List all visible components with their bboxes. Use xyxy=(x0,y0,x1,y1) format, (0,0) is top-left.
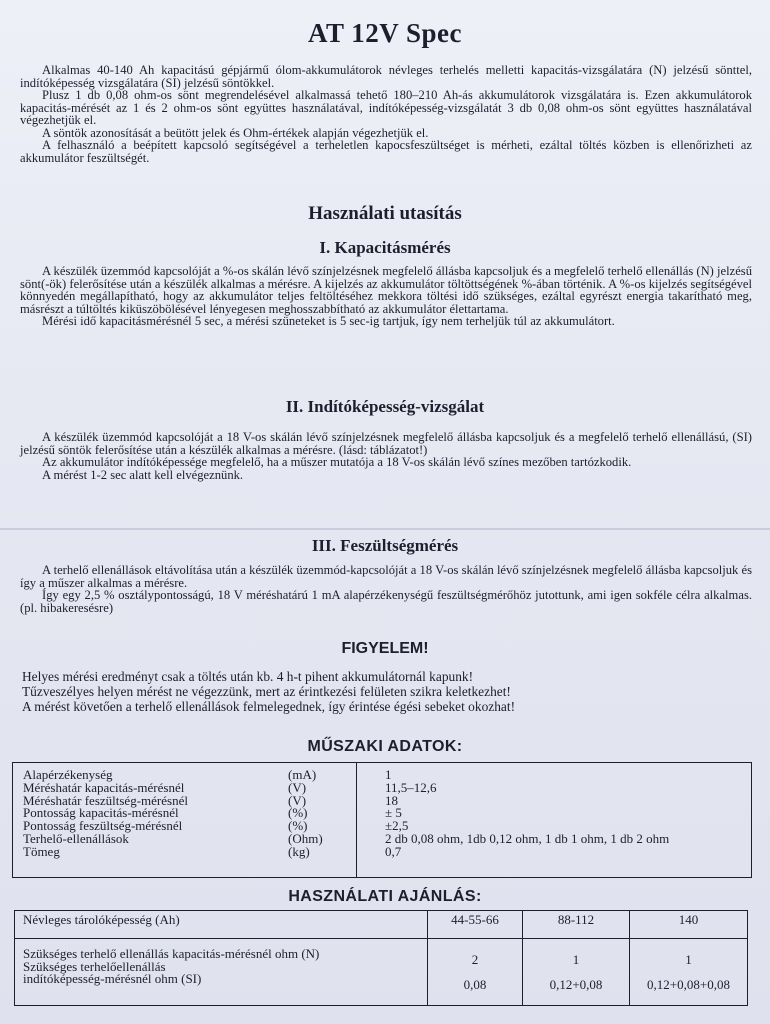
spec-unit: (V) xyxy=(288,779,307,795)
intro-paragraph: A felhasználó a beépített kapcsoló segítségével a terheletlen kapocsfeszültséget is mérheti, ezáltal töltés közben is ellenőrizheti az akkumulátor feszültségét. xyxy=(20,138,752,165)
recommend-labels xyxy=(15,939,428,1006)
capacity-value: 44-55-66 xyxy=(428,911,523,939)
row-si-label: Szükséges terhelőellenállás xyxy=(23,958,166,974)
section-paragraph: A készülék üzemmód kapcsolóját a 18 V-os skálán lévő színjelzésnek megfelelő állásba kapcsoljuk és a megfelelő terhelő ellenállású, (SI) jelzésű söntök felerősítése után a készülék alkalmas a mérésre. (lásd: táblázatot!) xyxy=(20,430,752,457)
spec-unit: (V) xyxy=(288,792,307,808)
row-si-value: 0,12+0,08+0,08 xyxy=(647,976,730,992)
warning-title: FIGYELEM! xyxy=(341,640,429,657)
spec-name: Pontosság feszültség-mérésnél xyxy=(23,818,183,834)
warning-line: Tűzveszélyes helyen mérést ne végezzünk, mert az érintkezési felületen szikra keletkezhet! xyxy=(22,684,511,699)
recommend-table xyxy=(14,910,748,1006)
row-si-value: 0,12+0,08 xyxy=(549,976,603,992)
spec-value: 2 db 0,08 ohm, 1db 0,12 ohm, 1 db 1 ohm, 1 db 2 ohm xyxy=(385,830,670,846)
section-body xyxy=(20,564,752,614)
warning-line: Helyes mérési eredményt csak a töltés után kb. 4 h-t pihent akkumulátornál kapunk! xyxy=(22,669,474,684)
intro-paragraph: Alkalmas 40-140 Ah kapacitású gépjármű ólom-akkumulátorok névleges terhelés melletti kapacitás-vizsgálatára (N) jelzésű sönttel, indítóképesség vizsgálatára (SI) jelzésű söntökkel. xyxy=(20,63,752,90)
recommend-col xyxy=(428,939,523,1006)
spec-unit: (Ohm) xyxy=(288,830,323,846)
spec-value: 0,7 xyxy=(385,843,402,859)
spec-value: 1 xyxy=(385,767,392,782)
section-paragraph: Az akkumulátor indítóképessége megfelelő, ha a műszer mutatója a 18 V-os skálán lévő színes mezőben tartózkodik. xyxy=(42,455,632,469)
warning-line: A mérést követően a terhelő ellenállások felmelegednek, így érintése égési sebeket okozhat! xyxy=(22,699,516,714)
spec-value: ±2,5 xyxy=(385,818,409,834)
spec-unit: (mA) xyxy=(288,767,317,782)
spec-name: Pontosság kapacitás-mérésnél xyxy=(23,805,179,821)
specs-values xyxy=(357,763,752,878)
section-heading: III. Feszültségmérés xyxy=(311,536,459,555)
spec-value: ± 5 xyxy=(385,805,402,821)
section-body xyxy=(20,431,752,481)
specs-table xyxy=(12,762,752,878)
document-title: AT 12V Spec xyxy=(307,18,463,48)
spec-name: Méréshatár feszültség-mérésnél xyxy=(23,792,188,808)
intro-text xyxy=(20,64,752,164)
capacity-value: 88-112 xyxy=(523,911,630,939)
row-si-value: 0,08 xyxy=(463,976,487,992)
section-heading: I. Kapacitásmérés xyxy=(319,238,451,257)
usage-title: Használati utasítás xyxy=(308,203,462,224)
capacity-label: Névleges tárolóképesség (Ah) xyxy=(15,911,428,939)
row-n-label: Szükséges terhelő ellenállás kapacitás-mérésnél ohm (N) xyxy=(23,946,320,961)
section-paragraph: A mérést 1-2 sec alatt kell elvégeznünk. xyxy=(42,467,244,482)
spec-name: Tömeg xyxy=(23,843,60,859)
capacity-value: 140 xyxy=(630,911,748,939)
spec-name: Méréshatár kapacitás-mérésnél xyxy=(23,779,185,795)
intro-paragraph: A söntök azonosítását a beütött jelek és Ohm-értékek alapján végezhetjük el. xyxy=(42,125,429,140)
section-paragraph: Így egy 2,5 % osztálypontosságú, 18 V méréshatárú 1 mA alapérzékenységű feszültségmérőhöz jutottunk, ami igen sokféle célra alkalmas. (pl. hibakeresésre) xyxy=(20,588,752,615)
recommend-title: HASZNÁLATI AJÁNLÁS: xyxy=(288,888,482,905)
spec-name: Terhelő-ellenállások xyxy=(23,830,129,846)
section-paragraph: A terhelő ellenállások eltávolítása után a készülék üzemmód-kapcsolóját a 18 V-os skálán lévő színjelzésnek megfelelő állásba kapcsoljuk és így a műszer alkalmas a mérésre. xyxy=(20,563,752,590)
specs-title: MŰSZAKI ADATOK: xyxy=(307,738,463,755)
specs-units xyxy=(288,763,357,878)
intro-paragraph: Plusz 1 db 0,08 ohm-os sönt megrendelésével alkalmassá tehető 180–210 Ah-ás akkumulátorok vizsgálatára is. Ezen akkumulátorok kapacitás-mérését az 1 és 2 ohm-os sönt együttes használatával, indítóképesség-vizsgálatát 3 db 0,08 ohm-os sönt együttes használatával végezhetjük el. xyxy=(20,88,752,127)
recommend-col xyxy=(630,939,748,1006)
section-paragraph: Mérési idő kapacitásmérésnél 5 sec, a mérési szüneteket is 5 sec-ig tartjuk, így nem terheljük túl az akkumulátort. xyxy=(42,314,615,328)
paper-fold xyxy=(0,528,770,530)
section-paragraph: A készülék üzemmód kapcsolóját a %-os skálán lévő színjelzésnek megfelelő állásba kapcsoljuk és a megfelelő terhelő ellenállás (N) jelzésű sönt(-ök) felerősítése után a készülék alkalmas a mérésre. A kijelzés az akkumulátor töltöttségének %-ában történik. A %-os kijelzés segítségével könnyedén megállapítható, hogy az akkumulátor teljes feltöltéséhez mekkora töltési idő szükséges, ezáltal egyrészt energia takarítható meg, másrészt a túltöltés kiküszöbölésével lényegesen meghosszabbítható az akkumulátor élettartama. xyxy=(20,264,752,316)
row-n-value: 1 xyxy=(572,952,580,967)
row-si-label: indítóképesség-mérésnél ohm (SI) xyxy=(23,971,202,986)
row-n-value: 2 xyxy=(471,952,479,967)
spec-unit: (%) xyxy=(288,805,308,821)
section-heading: II. Indítóképesség-vizsgálat xyxy=(285,397,485,416)
row-n-value: 1 xyxy=(685,952,692,967)
spec-unit: (%) xyxy=(288,818,308,834)
spec-unit: (kg) xyxy=(288,843,310,859)
section-body xyxy=(20,265,752,328)
spec-value: 11,5–12,6 xyxy=(385,779,437,795)
recommend-col xyxy=(523,939,630,1006)
warning-text xyxy=(22,669,762,714)
spec-name: Alapérzékenység xyxy=(23,767,113,782)
specs-names xyxy=(13,763,289,878)
spec-value: 18 xyxy=(385,792,398,808)
